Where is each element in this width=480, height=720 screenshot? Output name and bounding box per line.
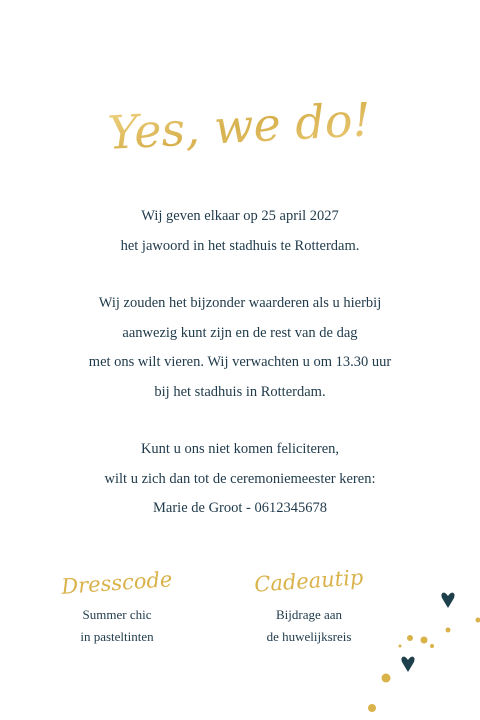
dresscode-section [37, 562, 197, 648]
script-title [0, 80, 480, 180]
gold-dot [382, 674, 391, 683]
intro-block [0, 202, 480, 261]
invitation-line-1: Wij zouden het bijzonder waarderen als u hierbij [98, 295, 382, 311]
gift-line-2: de huwelijksreis [266, 629, 352, 644]
intro-line-2: het jawoord in het stadhuis te Rotterdam. [120, 237, 360, 254]
contact-line-2: wilt u zich dan tot de ceremoniemeester keren: [104, 470, 376, 487]
invitation-line-2: aanwezig kunt zijn en de rest van de dag [122, 324, 358, 341]
invitation-line-4: bij het stadhuis in Rotterdam. [154, 383, 326, 400]
dresscode-line-1: Summer chic [82, 607, 152, 622]
title-text: Yes, we do! [106, 92, 373, 160]
decoration-cluster [360, 580, 480, 720]
gold-dot [399, 645, 402, 648]
intro-line-1: Wij geven elkaar op 25 april 2027 [141, 208, 339, 224]
gold-dot [421, 637, 428, 644]
contact-line-1: Kunt u ons niet komen feliciteren, [140, 441, 340, 457]
contact-line-3: Marie de Groot - 0612345678 [153, 500, 327, 516]
dresscode-line-2: in pasteltinten [80, 629, 154, 644]
dresscode-heading [37, 562, 197, 604]
gold-dot [368, 704, 376, 712]
invitation-block [0, 289, 480, 407]
gold-dot [407, 635, 413, 641]
contact-block [0, 435, 480, 524]
gold-dot [430, 644, 434, 648]
heart-icon [401, 657, 414, 672]
invitation-line-3: met ons wilt vieren. Wij verwachten u om 13.30 uur [88, 354, 392, 370]
gold-dot [446, 628, 451, 633]
gift-heading-text: Cadeautip [253, 565, 365, 597]
gift-line-1: Bijdrage aan [275, 607, 343, 622]
heart-icon [441, 593, 454, 608]
gold-dot [476, 618, 480, 623]
dresscode-heading-text: Dresscode [60, 567, 174, 599]
